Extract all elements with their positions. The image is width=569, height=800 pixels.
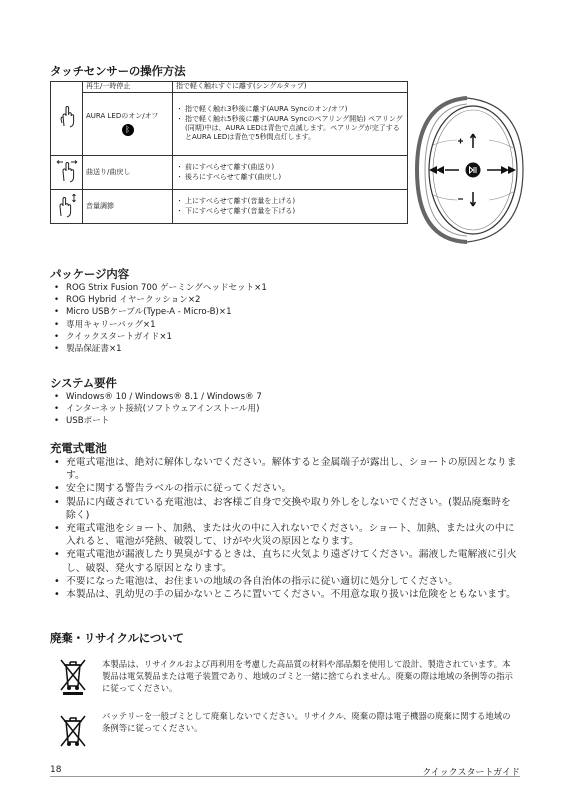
crossed-out-bin-icon bbox=[58, 656, 88, 696]
battery-item: • 不要になった電池は、お住まいの地域の各自治体の指示に従い適切に処分してください。 bbox=[50, 575, 520, 588]
recycle-product-text: 本製品は、リサイクルおよび再利用を考慮した高品質の材料や部品類を使用して設計、製造されています。本製品は電気製品または電子装置であり、地域のゴミと一緒に捨てられません。廃棄の際は地域の条例等の指示に従ってください。 bbox=[102, 659, 513, 694]
recycle-battery-text: バッテリーを一般ゴミとして廃棄しないでください。リサイクル、廃棄の際は電子機器の廃棄に関する地域の条例等に従ってください。 bbox=[102, 711, 511, 734]
touch-header-row bbox=[51, 82, 408, 93]
package-item: • 専用キャリーバッグ×1 bbox=[50, 319, 520, 331]
headset-touch-sensor-illustration bbox=[405, 90, 525, 250]
battery-list bbox=[50, 456, 520, 601]
volume-action-1: ・ 上にすべらせて離す(音量を上げる) bbox=[185, 197, 404, 206]
volume-action-2: ・ 下にすべらせて離す(音量を下げる) bbox=[185, 207, 404, 216]
aura-cell bbox=[83, 93, 173, 156]
package-item: • ROG Strix Fusion 700 ゲーミングヘッドセット×1 bbox=[50, 282, 520, 294]
recycle-title: 廃棄・リサイクルについて bbox=[50, 631, 184, 645]
swipe-horizontal-hand-icon bbox=[56, 159, 78, 183]
footer bbox=[50, 765, 520, 778]
crossed-out-bin-battery-icon bbox=[58, 712, 88, 752]
battery-item: • 充電式電池は、絶対に解体しないでください。解体すると金属端子が露出し、ショートの原因となります。 bbox=[50, 456, 520, 482]
package-item: • クイックスタートガイド×1 bbox=[50, 331, 520, 343]
package-list bbox=[50, 282, 520, 355]
system-title: システム要件 bbox=[50, 376, 117, 390]
track-label: 曲送り/曲戻し bbox=[83, 156, 173, 190]
battery-item: • 安全に関する警告ラベルの指示に従ってください。 bbox=[50, 482, 520, 495]
touch-row-track bbox=[51, 156, 408, 190]
aura-action-2: ・ 指で軽く触れ5秒後に離す(AURA Syncのペアリング開始) ペアリング(同期)中は、AURA LEDは青色で点滅します。ペアリングが完了するとAURA LEDは青色で5秒間点灯します。 bbox=[185, 115, 404, 143]
package-item: • ROG Hybrid イヤークッション×2 bbox=[50, 294, 520, 306]
aura-action-1: ・ 指で軽く触れ3秒後に離す(AURA Syncのオン/オフ) bbox=[185, 105, 404, 114]
page-number: 18 bbox=[50, 765, 62, 775]
next-track-icon bbox=[501, 166, 516, 174]
play-pause-action: 指で軽く触れすぐに離す(シングルタップ) bbox=[173, 82, 408, 93]
touch-table bbox=[50, 81, 408, 224]
track-actions bbox=[173, 156, 408, 190]
volume-label: 音量調節 bbox=[83, 190, 173, 224]
guide-title: クイックスタートガイド bbox=[422, 768, 520, 778]
track-action-1: ・ 前にすべらせて離す(曲送り) bbox=[185, 163, 404, 172]
single-tap-hand-icon bbox=[58, 105, 76, 129]
battery-item: • 製品に内蔵されている充電池は、お客様ご自身で交換や取り外しをしないでください。(製品廃棄時を除く) bbox=[50, 496, 520, 522]
play-pause-label: 再生/一時停止 bbox=[83, 82, 173, 93]
system-item: • Windows® 10 / Windows® 8.1 / Windows® 7 bbox=[50, 391, 520, 403]
package-item: • Micro USBケーブル(Type-A - Micro-B)×1 bbox=[50, 306, 520, 318]
swipe-horizontal-icon-cell bbox=[51, 156, 83, 190]
volume-down-arrow-icon bbox=[471, 192, 476, 206]
track-action-2: ・ 後ろにすべらせて離す(曲戻し) bbox=[185, 173, 404, 182]
package-title: パッケージ内容 bbox=[50, 267, 129, 281]
previous-track-icon bbox=[429, 166, 444, 174]
swipe-vertical-hand-icon bbox=[56, 192, 78, 218]
touch-row-volume bbox=[51, 190, 408, 224]
system-item: • USBポート bbox=[50, 415, 520, 427]
aura-label: AURA LEDのオン/オフ bbox=[86, 111, 159, 120]
swipe-vertical-icon-cell bbox=[51, 190, 83, 224]
volume-actions bbox=[173, 190, 408, 224]
tap-icon-cell bbox=[51, 82, 83, 156]
system-item: • インターネット接続(ソフトウェアインストール用) bbox=[50, 403, 520, 415]
touch-section-title: タッチセンサーの操作方法 bbox=[50, 64, 186, 78]
battery-title: 充電式電池 bbox=[50, 441, 107, 455]
battery-item: • 充電式電池をショート、加熱、または火の中に入れないでください。ショート、加熱、または火の中に入れると、電池が発熱、破裂して、けがや火災の原因となります。 bbox=[50, 522, 520, 548]
package-item: • 製品保証書×1 bbox=[50, 343, 520, 355]
aura-actions bbox=[173, 93, 408, 156]
system-list bbox=[50, 391, 520, 428]
battery-item: • 充電式電池が漏液したり異臭がするときは、直ちに火気より遠ざけてください。漏液した電解液に引火し、破裂、発火する原因となります。 bbox=[50, 548, 520, 574]
bluetooth-icon: ᛒ bbox=[122, 124, 134, 136]
touch-row-aura bbox=[51, 93, 408, 156]
battery-item: • 本製品は、乳幼児の手の届かないところに置いてください。不用意な取り扱いは危険をともないます。 bbox=[50, 588, 520, 601]
volume-up-arrow-icon bbox=[471, 134, 476, 148]
